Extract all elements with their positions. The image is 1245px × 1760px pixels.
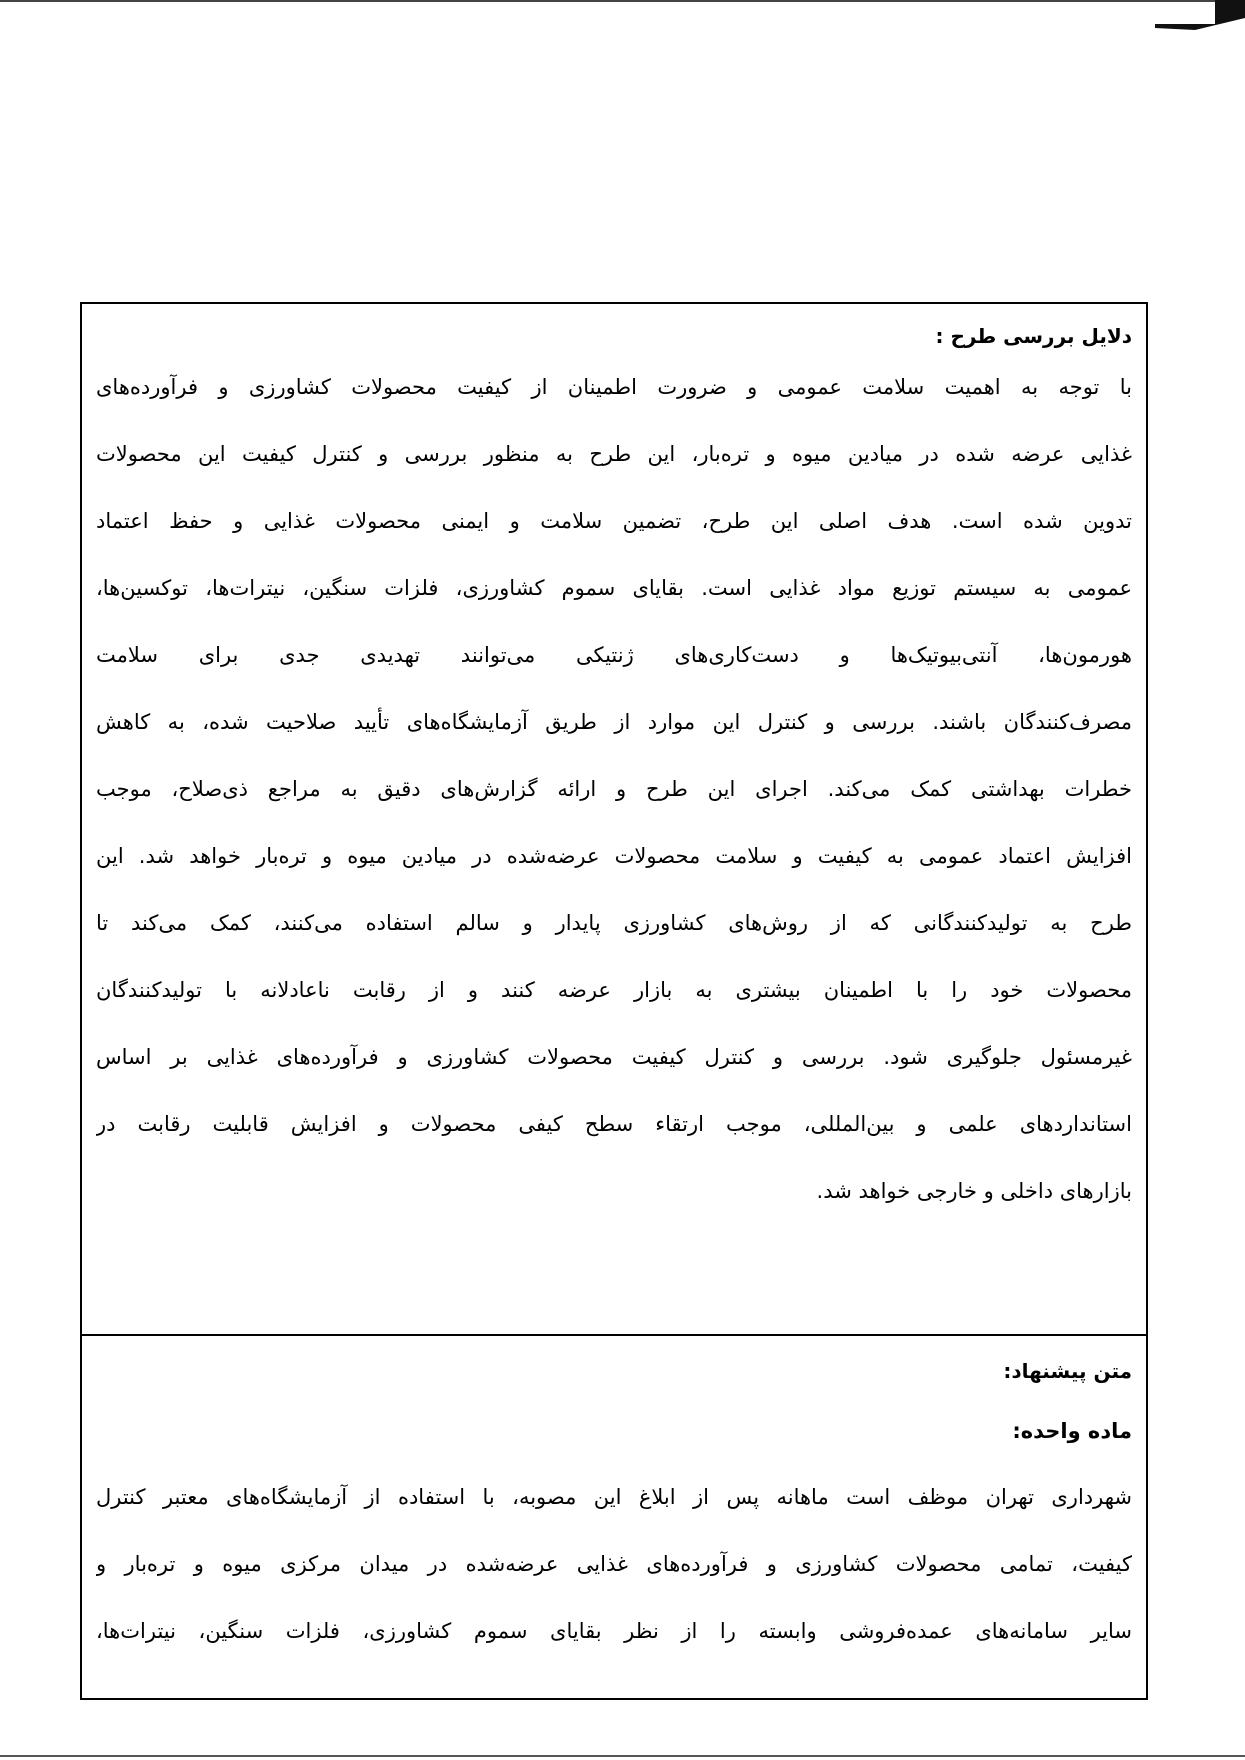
text-line: شهرداری تهران موظف است ماهانه پس از ابلاغ این مصوبه، با استفاده از آزمایشگاه‌های معتبر کنترل	[96, 1485, 1132, 1509]
reasons-body	[96, 354, 1132, 1225]
proposal-section	[96, 1344, 1132, 1665]
section-divider	[82, 1334, 1146, 1336]
text-line: هورمون‌ها، آنتی‌بیوتیک‌ها و دست‌کاری‌های ژنتیکی می‌توانند تهدیدی جدی برای سلامت	[96, 643, 1132, 667]
text-line: عمومی به سیستم توزیع مواد غذایی است. بقایای سموم کشاورزی، فلزات سنگین، نیترات‌ها، توکسین‌ها،	[96, 576, 1132, 600]
proposal-heading: متن پیشنهاد:	[1003, 1359, 1132, 1383]
text-line: غیرمسئول جلوگیری شود. بررسی و کنترل کیفیت محصولات کشاورزی و فرآورده‌های غذایی بر اساس	[96, 1045, 1132, 1069]
text-line: غذایی عرضه شده در میادین میوه و تره‌بار، این طرح به منظور بررسی و کنترل کیفیت این محصولات	[96, 442, 1132, 466]
text-line: استانداردهای علمی و بین‌المللی، موجب ارتقاء سطح کیفی محصولات و افزایش قابلیت رقابت در	[96, 1112, 1132, 1136]
text-line: تدوین شده است. هدف اصلی این طرح، تضمین سلامت و ایمنی محصولات غذایی و حفظ اعتماد	[96, 509, 1132, 533]
text-line: محصولات خود را با اطمینان بیشتری به بازار عرضه کنند و از رقابت ناعادلانه با تولیدکنندگان	[96, 978, 1132, 1002]
text-line: سایر سامانه‌های عمده‌فروشی وابسته را از نظر بقایای سموم کشاورزی، فلزات سنگین، نیترات‌ها،	[96, 1619, 1132, 1643]
text-line: خطرات بهداشتی کمک می‌کند. اجرای این طرح و ارائه گزارش‌های دقیق به مراجع ذی‌صلاح، موجب	[96, 777, 1132, 801]
scan-edge-bottom	[0, 1755, 1245, 1757]
scan-artifact-corner	[1155, 0, 1245, 40]
text-line: بازارهای داخلی و خارجی خواهد شد.	[816, 1179, 1132, 1203]
text-line: طرح به تولیدکنندگانی که از روش‌های کشاورزی پایدار و سالم استفاده می‌کنند، کمک می‌کند تا	[96, 911, 1132, 935]
text-line: با توجه به اهمیت سلامت عمومی و ضرورت اطمینان از کیفیت محصولات کشاورزی و فرآورده‌های	[96, 375, 1132, 399]
document-table	[80, 302, 1148, 1700]
text-line: کیفیت، تمامی محصولات کشاورزی و فرآورده‌های غذایی عرضه‌شده در میدان مرکزی میوه و تره‌بار و	[96, 1552, 1132, 1576]
text-line: افزایش اعتماد عمومی به کیفیت و سلامت محصولات عرضه‌شده در میادین میوه و تره‌بار خواهد شد. این	[96, 844, 1132, 868]
single-article-heading: ماده واحده:	[1012, 1419, 1132, 1443]
scan-edge-top	[0, 0, 1245, 2]
reasons-section	[96, 318, 1132, 1225]
text-line: مصرف‌کنندگان باشند. بررسی و کنترل این موارد از طریق آزمایشگاه‌های تأیید صلاحیت شده، به کاهش	[96, 710, 1132, 734]
reasons-heading: دلایل بررسی طرح :	[935, 324, 1132, 348]
